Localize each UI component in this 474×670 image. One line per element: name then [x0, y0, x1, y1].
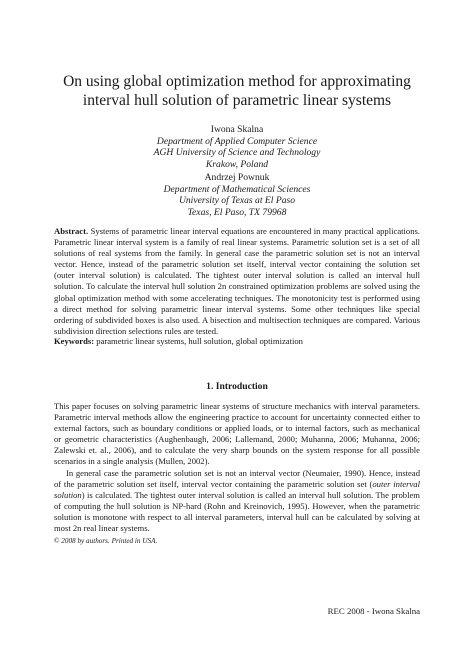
author-department: Department of Applied Computer Science — [156, 135, 318, 147]
author-block-2 — [40, 172, 434, 218]
author-location: Krakow, Poland — [205, 158, 269, 170]
paper-title — [40, 72, 434, 110]
keywords — [54, 336, 420, 347]
keywords-text: parametric linear systems, hull solution, global optimization — [96, 336, 303, 346]
author-location: Texas, El Paso, TX 79968 — [187, 206, 287, 218]
intro-p2-part-b: ) is calculated. The tightest outer interval solution is called an interval hull solution. The problem of computing the hull solution is NP-hard (Rohn and Kreinovich, 1995). However, when the parametric solution is monotone with respect to all interval parameters, interval hull can be calculated by solving at most 2n real linear systems. — [54, 489, 420, 534]
page-footer: REC 2008 - Iwona Skalna — [327, 606, 420, 616]
author-block-1 — [40, 124, 434, 170]
keywords-label: Keywords: — [54, 336, 95, 346]
intro-p2-emphasis: outer interval solution — [54, 478, 420, 500]
intro-paragraph-2 — [54, 468, 420, 535]
copyright-symbol: © — [54, 537, 60, 545]
copyright-year: 2008 by authors. — [61, 537, 110, 545]
abstract-text: Systems of parametric linear interval equations are encountered in many practical applications. Parametric linear interval system is a family of real linear systems. Parametric solution set is a set of all solutions of real systems from the family. In general case the parametric solution set is not an interval vector. Hence, instead of the parametric solution set itself, interval vector containing the solution set (outer interval solution) is calculated. The tightest outer interval solution is called an interval hull solution. To calculate the interval hull solution 2n constrained optimization problems are solved using the global optimization method with some accelerating techniques. The monotonicity test is performed using a direct method for solving parametric linear interval systems. Some other techniques like special ordering of subdivided boxes is also used. A bisection and multisection techniques are compared. Various subdivision direction selections rules are tested. — [54, 226, 420, 336]
title-line-2: interval hull solution of parametric linear systems — [82, 92, 392, 109]
title-line-1: On using global optimization method for approximating — [63, 73, 411, 90]
abstract-label: Abstract. — [54, 226, 89, 236]
author-department: Department of Mathematical Sciences — [163, 183, 311, 195]
author-institution: University of Texas at El Paso — [178, 195, 296, 207]
copyright-line — [54, 537, 157, 545]
author-institution: AGH University of Science and Technology — [153, 147, 321, 159]
introduction-body — [54, 401, 420, 534]
section-heading-introduction: 1. Introduction — [206, 381, 268, 392]
author-name: Andrzej Pownuk — [204, 172, 270, 183]
copyright-note: Printed in USA. — [111, 537, 158, 545]
author-name: Iwona Skalna — [210, 124, 264, 135]
intro-paragraph-1: This paper focuses on solving parametric linear systems of structure mechanics with interval parameters. Parametric interval methods allow the engineering practice to account for uncertainty connected either to external factors, such as boundary conditions or applied loads, or to internal factors, such as mechanical or geometric characteristics (Aughenbaugh, 2006; Lallemand, 2000; Muhanna, 2006; Muhanna, 2006; Zalewski et. al., 2006), and to calculate the very sharp bounds on the system response for all possible scenarios in a single analysis (Mullen, 2002). — [54, 401, 420, 467]
intro-p2-part-a: In general case the parametric solution set is not an interval vector (Neumaier, 1990). Hence, instead of the parametric solution set itself, interval vector containing the parametric solution set ( — [54, 467, 420, 489]
abstract — [54, 226, 420, 337]
